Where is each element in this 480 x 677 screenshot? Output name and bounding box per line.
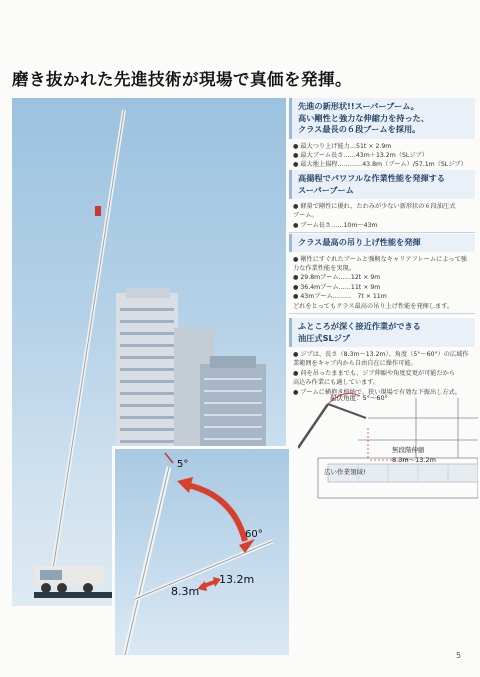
angle-min-label: 5°	[177, 459, 189, 470]
section-body: ● ジブは、長さ（8.3m～13.2m）、角度（5°～60°）の広域作 業範囲をキャブ内から自由自在に操作可能。 ● 荷を吊ったままでも、ジブ伸縮や角度変更が可能だから 高込み作業にも適しています。 ● ブームに横抱き格納で、狭い現場で有効な下振出し方式。	[293, 351, 469, 396]
section-super-boom	[289, 98, 475, 173]
jib-range-diagram	[298, 388, 478, 500]
diagram-angle-label: 起伏角度：5°～60°	[330, 394, 388, 402]
diagram-length-label: 無段階伸縮	[392, 446, 425, 454]
jib-inset-photo	[112, 446, 289, 655]
section-lifting-performance	[289, 234, 475, 314]
section-title: ふところが深く接近作業ができる 油圧式SLジブ	[289, 318, 475, 347]
section-high-lift	[289, 170, 475, 233]
angle-max-label: 60°	[245, 529, 263, 540]
diagram-length-value: 8.3m～13.2m	[392, 456, 436, 464]
jib-illustration	[115, 449, 289, 655]
section-body: ● 最大つり上げ能力…51t × 2.9m ● 最大ブーム長さ……43m＋13.2m（SLジブ） ● 最大地上揚程…………43.8m（ブーム）/57.1m（SLジブ）	[293, 142, 467, 169]
length-min-label: 8.3m	[171, 585, 200, 598]
page-number: 5	[456, 651, 462, 660]
diagram-area-label: 広い作業領域!	[324, 468, 366, 476]
section-sl-jib	[289, 318, 475, 397]
page-headline: 磨き抜かれた先進技術が現場で真価を発揮。	[12, 70, 352, 89]
section-body: ● 剛性にすぐれたブームと強靭なキャリアフレームによって強 力な作業性能を実現。 ● 29.8mブーム……12t × 9m ● 36.4mブーム……11t × 9m ● 43mブーム……… 7t × 11m どれをとってもクラス最高の吊り上げ性能を発揮します。	[293, 255, 467, 310]
section-title: 高揚程でパワフルな作業性能を発揮する スーパーブーム	[289, 170, 475, 199]
length-max-label: 13.2m	[219, 573, 255, 586]
section-title: 先進の新形状!!スーパーブーム。 高い剛性と強力な伸縮力を持った、 クラス最長の６段ブームを採用。	[289, 98, 475, 139]
divider	[289, 313, 475, 314]
section-title: クラス最高の吊り上げ性能を発揮	[289, 234, 475, 252]
section-body: ● 軽量で剛性に優れ、たわみが少ない新形状の６段油圧式 ブーム。 ● ブーム長さ……10m～43m	[293, 203, 456, 229]
